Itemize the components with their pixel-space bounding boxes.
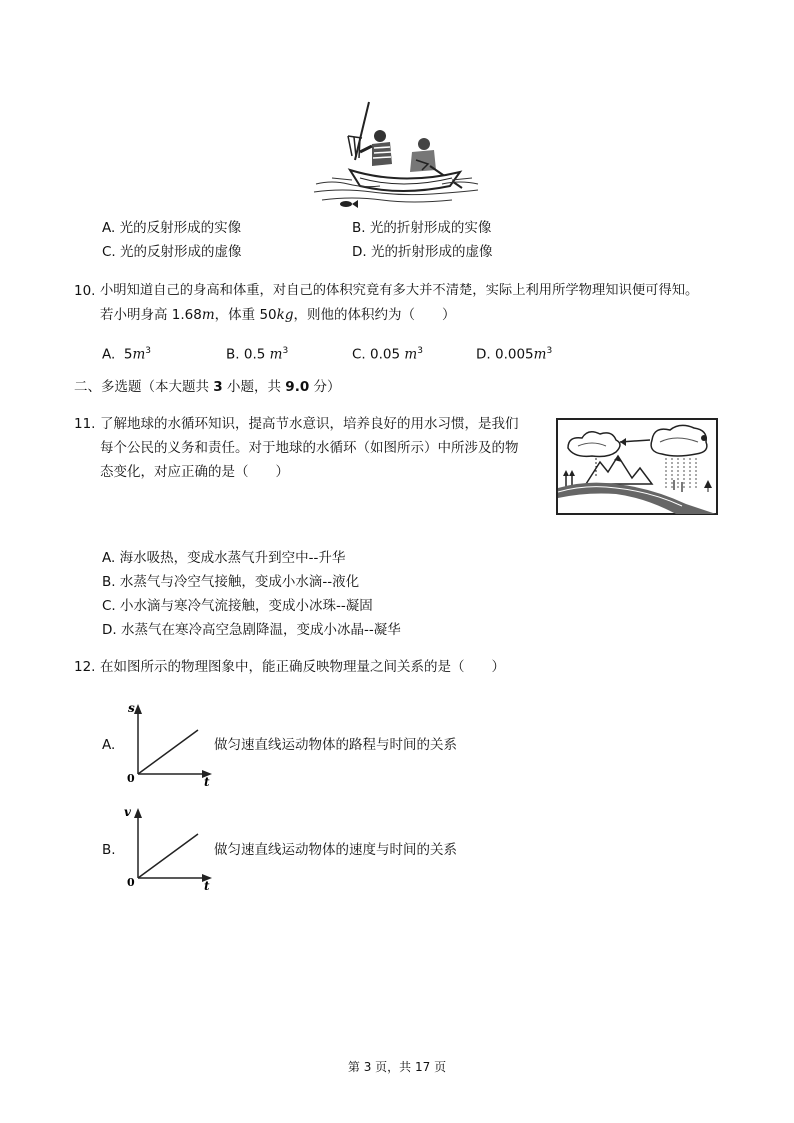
q12-option-b-text: 做匀速直线运动物体的速度与时间的关系 (214, 842, 457, 858)
q10-option-a: A. $5m^3$ (102, 346, 152, 363)
option-letter: A. (102, 220, 116, 236)
q9-option-a (102, 216, 241, 240)
q9-option-b (352, 216, 491, 240)
q11-stem-line3: 态变化，对应正确的是（ ） (100, 464, 289, 480)
option-text: 光的反射形成的虚像 (120, 244, 242, 260)
option-letter: B. (352, 220, 366, 236)
q10-option-c: C. 0.05 $m^3$ (352, 346, 423, 363)
q12-stem: 在如图所示的物理图象中，能正确反映物理量之间关系的是（ ） (100, 659, 505, 675)
q12-option-a-graph (124, 700, 216, 790)
q11-stem-line1: 了解地球的水循环知识，提高节水意识，培养良好的用水习惯，是我们 (100, 416, 519, 432)
q12-option-b-graph (124, 804, 216, 894)
q10-option-d: D. $0.005m^3$ (476, 346, 553, 363)
q11-stem-line2: 每个公民的义务和责任。对于地球的水循环（如图所示）中所涉及的物 (100, 440, 519, 456)
option-text: 光的反射形成的实像 (119, 220, 242, 236)
q12-option-a-text: 做匀速直线运动物体的路程与时间的关系 (214, 737, 457, 753)
q9-option-c (102, 240, 242, 264)
q10-number: 10. (74, 283, 96, 299)
q12-option-b-letter: B. (102, 842, 116, 858)
page-footer: 第 3 页，共 17 页 (347, 1060, 447, 1074)
q11-option-b: B. 水蒸气与冷空气接触，变成小水滴--液化 (102, 574, 360, 590)
x-axis-label: t (204, 879, 210, 893)
option-letter: D. (352, 244, 367, 260)
option-text: 光的折射形成的实像 (369, 220, 492, 236)
q9-option-d (352, 240, 492, 264)
q10-stem-line2: 若小明身高 1.68m，体重 50kg，则他的体积约为（ ） (100, 307, 456, 323)
option-letter: C. (102, 244, 116, 260)
section-title: 二、多选题（本大题共 3 小题，共 9.0 分） (74, 379, 341, 395)
q12-number: 12. (74, 659, 96, 675)
q11-option-c: C. 小水滴与寒冷气流接触，变成小冰珠--凝固 (102, 598, 373, 614)
y-axis-label: s (128, 701, 135, 715)
q10-stem-line1: 小明知道自己的身高和体重，对自己的体积究竟有多大并不清楚，实际上利用所学物理知识便可得知。 (100, 283, 699, 298)
x-axis-label: t (204, 775, 210, 789)
q12-option-a-letter: A. (102, 737, 116, 753)
origin-label: 0 (127, 772, 135, 785)
option-text: 光的折射形成的虚像 (370, 244, 493, 260)
q11-option-d: D. 水蒸气在寒冷高空急剧降温，变成小冰晶--凝华 (102, 622, 401, 638)
q10-option-b: B. 0.5 $m^3$ (226, 346, 289, 363)
q11-number: 11. (74, 416, 96, 432)
origin-label: 0 (127, 876, 135, 889)
y-axis-label: v (124, 805, 131, 819)
fishing-boat-illustration (312, 100, 480, 210)
q11-option-a: A. 海水吸热，变成水蒸气升到空中--升华 (102, 550, 346, 566)
water-cycle-diagram (556, 418, 718, 515)
